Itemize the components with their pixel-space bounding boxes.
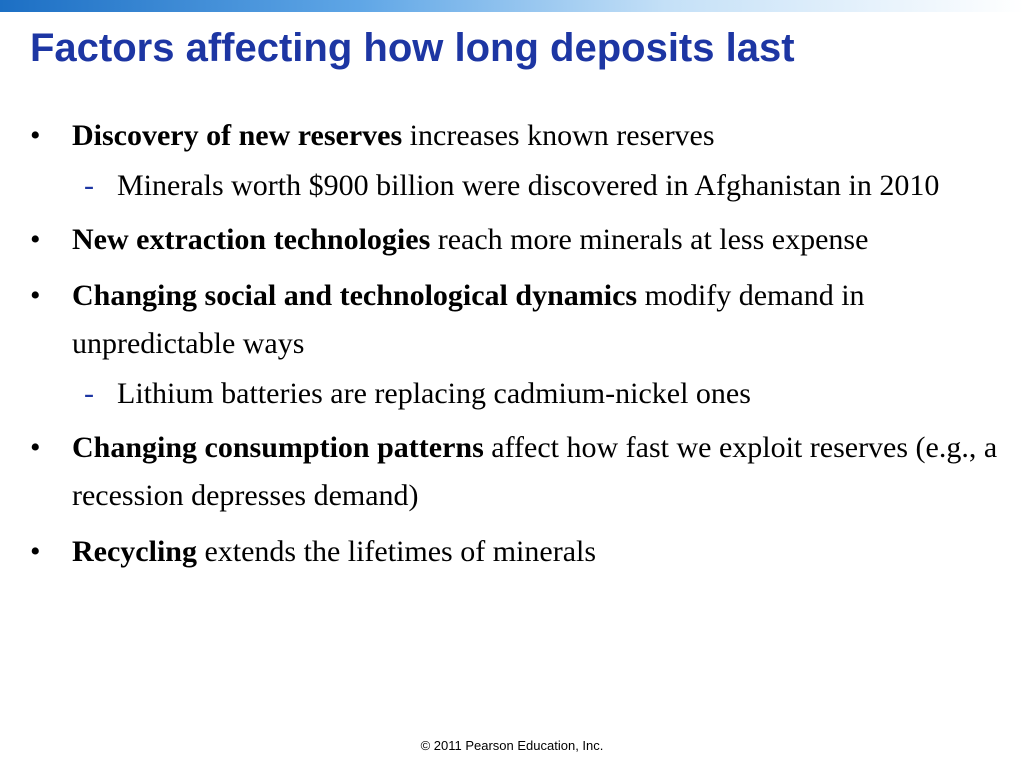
bullet-dot-icon: • bbox=[30, 279, 41, 312]
bullet-list bbox=[0, 112, 1024, 584]
top-gradient-bar bbox=[0, 0, 1024, 12]
bullet-bold-phrase: Changing consumption patterns bbox=[72, 431, 484, 464]
sub-bullet-item bbox=[0, 374, 1024, 414]
bullet-item bbox=[0, 216, 1024, 264]
bullet-item bbox=[0, 272, 1024, 368]
bullet-bold-phrase: Changing social and technological dynamics bbox=[72, 279, 638, 312]
bullet-dot-icon: • bbox=[30, 535, 41, 568]
bullet-text bbox=[72, 431, 997, 512]
bullet-dot-icon: • bbox=[30, 431, 41, 464]
bullet-text bbox=[72, 119, 715, 152]
bullet-rest-text: reach more minerals at less expense bbox=[430, 223, 869, 256]
bullet-text bbox=[72, 279, 865, 360]
bullet-item bbox=[0, 424, 1024, 520]
bullet-rest-text: extends the lifetimes of minerals bbox=[196, 535, 597, 568]
bullet-item bbox=[0, 112, 1024, 160]
bullet-rest-text: modify demand in unpredictable ways bbox=[72, 279, 865, 360]
bullet-dot-icon: • bbox=[30, 119, 41, 152]
sub-bullet-item bbox=[0, 166, 1024, 206]
bullet-item bbox=[0, 528, 1024, 576]
bullet-bold-phrase: Recycling bbox=[72, 535, 197, 568]
bullet-text bbox=[72, 223, 868, 256]
bullet-bold-phrase: New extraction technologies bbox=[72, 223, 431, 256]
sub-bullet-dash-icon: - bbox=[84, 169, 94, 202]
sub-bullet-text: Minerals worth $900 billion were discovered in Afghanistan in 2010 bbox=[117, 169, 940, 202]
slide-title: Factors affecting how long deposits last bbox=[30, 26, 795, 70]
sub-bullet-text: Lithium batteries are replacing cadmium-nickel ones bbox=[117, 377, 751, 410]
bullet-rest-text: increases known reserves bbox=[402, 119, 715, 152]
bullet-bold-phrase: Discovery of new reserves bbox=[72, 119, 403, 152]
bullet-dot-icon: • bbox=[30, 223, 41, 256]
bullet-rest-text: affect how fast we exploit reserves (e.g., a recession depresses demand) bbox=[72, 431, 998, 512]
copyright-footer: © 2011 Pearson Education, Inc. bbox=[420, 738, 604, 753]
bullet-text bbox=[72, 535, 596, 568]
sub-bullet-dash-icon: - bbox=[84, 377, 94, 410]
